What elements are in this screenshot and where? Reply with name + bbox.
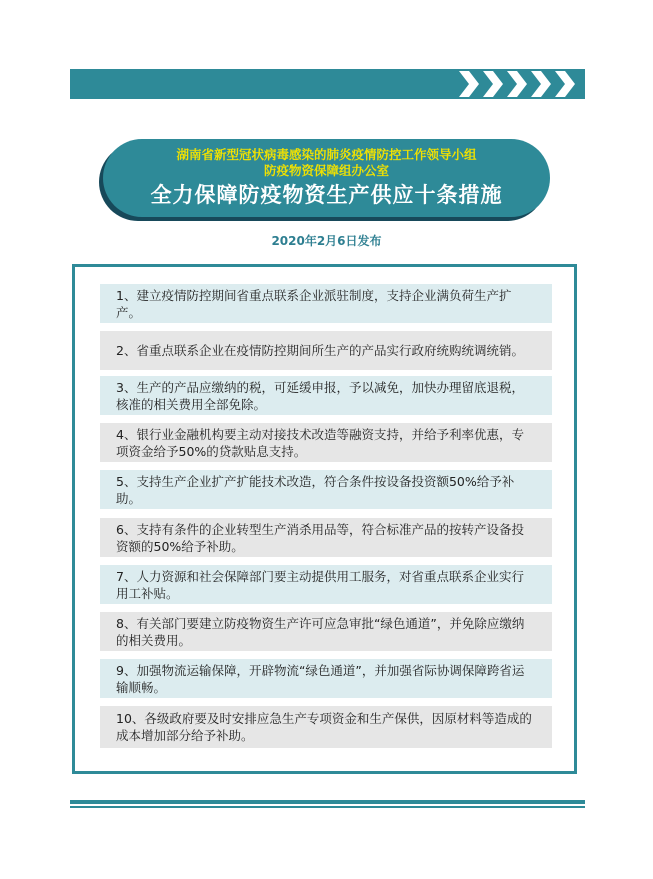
- measure-text: 5、支持生产企业扩产扩能技术改造，符合条件按设备投资额50%给予补助。: [116, 473, 515, 506]
- measure-text: 1、建立疫情防控期间省重点联系企业派驻制度，支持企业满负荷生产扩产。: [116, 287, 512, 320]
- measure-text: 10、各级政府要及时安排应急生产专项资金和生产保供，因原材料等造成的成本增加部分给予补助。: [116, 711, 532, 743]
- top-banner-bar: [70, 69, 585, 99]
- bottom-divider: [70, 800, 585, 809]
- divider-thick-line: [70, 800, 585, 804]
- measure-text: 4、银行业金融机构要主动对接技术改造等融资支持，并给予利率优惠，专项资金给予50%的贷款贴息支持。: [116, 426, 524, 459]
- measure-item-8: [100, 612, 552, 651]
- chevron-right-icon: [459, 71, 579, 97]
- measure-item-9: [100, 659, 552, 698]
- org-name-line-1: 湖南省新型冠状病毒感染的肺炎疫情防控工作领导小组: [176, 147, 477, 162]
- measure-item-4: [100, 423, 552, 462]
- measure-item-5: [100, 470, 552, 509]
- measure-item-2: [100, 331, 552, 370]
- measure-text: 3、生产的产品应缴纳的税，可延缓申报，予以减免，加快办理留底退税，核准的相关费用全部免除。: [116, 379, 524, 412]
- measure-item-6: [100, 518, 552, 557]
- measure-text: 7、人力资源和社会保障部门要主动提供用工服务，对省重点联系企业实行用工补贴。: [116, 568, 524, 601]
- measure-item-1: [100, 284, 552, 323]
- measure-item-3: [100, 376, 552, 415]
- divider-thin-line: [70, 806, 585, 808]
- org-name-line-2: 防疫物资保障组办公室: [263, 163, 389, 178]
- measure-text: 9、加强物流运输保障，开辟物流“绿色通道”，并加强省际协调保障跨省运输顺畅。: [116, 662, 525, 695]
- publish-date: 2020年2月6日发布: [271, 234, 382, 248]
- measure-text: 6、支持有条件的企业转型生产消杀用品等，符合标准产品的按转产设备投资额的50%给予补助。: [116, 521, 524, 554]
- measure-item-7: [100, 565, 552, 604]
- header-banner: [103, 139, 550, 217]
- measure-text: 2、省重点联系企业在疫情防控期间所生产的产品实行政府统购统调统销。: [116, 343, 524, 358]
- page-title: 全力保障防疫物资生产供应十条措施: [150, 183, 503, 207]
- measure-item-10: [100, 706, 552, 748]
- chevron-decoration: [459, 69, 579, 99]
- measure-text: 8、有关部门要建立防疫物资生产许可应急审批“绿色通道”，并免除应缴纳的相关费用。: [116, 615, 525, 648]
